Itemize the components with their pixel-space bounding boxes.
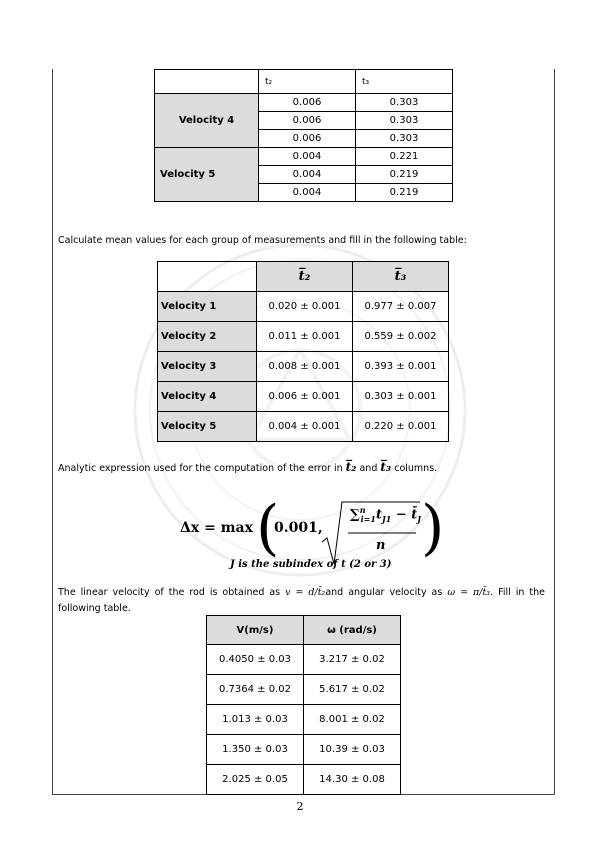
table1-cell: 0.004 — [259, 166, 356, 184]
table3-cell: 0.7364 ± 0.02 — [207, 675, 304, 705]
table2-row-label: Velocity 4 — [158, 382, 257, 412]
page-number: 2 — [296, 800, 304, 813]
table3-cell: 5.617 ± 0.02 — [304, 675, 401, 705]
instruction-mean: Calculate mean values for each group of measurements and fill in the following table: — [58, 235, 467, 246]
table1-group-label: Velocity 4 — [155, 94, 259, 148]
table3-header-omega: ω (rad/s) — [304, 616, 401, 645]
table2-cell: 0.020 ± 0.001 — [257, 292, 353, 322]
velocity-table — [206, 615, 401, 795]
table1-group-label: Velocity 5 — [155, 148, 259, 202]
raw-times-table — [154, 69, 453, 202]
symbol-t3-mean: t̅₃ — [380, 460, 392, 474]
table1-cell: 0.004 — [259, 184, 356, 202]
table1-cell: 0.303 — [356, 130, 453, 148]
table1-cell: 0.006 — [259, 130, 356, 148]
table2-cell: 0.006 ± 0.001 — [257, 382, 353, 412]
table3-cell: 2.025 ± 0.05 — [207, 765, 304, 795]
formula-denominator: n — [376, 538, 386, 553]
table2-cell: 0.220 ± 0.001 — [353, 412, 449, 442]
table1-cell: 0.303 — [356, 112, 453, 130]
table3-cell: 8.001 ± 0.02 — [304, 705, 401, 735]
table3-cell: 3.217 ± 0.02 — [304, 645, 401, 675]
table3-cell: 0.4050 ± 0.03 — [207, 645, 304, 675]
formula-numerator: $\sum^n_{i=1}t_{J1}$ − $t̄_J$ — [350, 505, 422, 524]
table1-corner — [155, 70, 259, 94]
table1-cell: 0.219 — [356, 166, 453, 184]
table2-row-label: Velocity 3 — [158, 352, 257, 382]
table2-cell: 0.393 ± 0.001 — [353, 352, 449, 382]
table2-row-label: Velocity 1 — [158, 292, 257, 322]
analytic-expression-text: Analytic expression used for the computation of the error in t̅₂ and t̅₃ columns. — [58, 460, 438, 474]
table1-cell: 0.221 — [356, 148, 453, 166]
table2-cell: 0.559 ± 0.002 — [353, 322, 449, 352]
table1-header-t2: t₂ — [259, 70, 356, 94]
table1-cell: 0.219 — [356, 184, 453, 202]
table1-cell: 0.303 — [356, 94, 453, 112]
table3-header-v: V(m/s) — [207, 616, 304, 645]
table2-cell: 0.303 ± 0.001 — [353, 382, 449, 412]
table2-header-t3: t̅₃ — [353, 262, 449, 292]
table1-cell: 0.006 — [259, 112, 356, 130]
table2-cell: 0.977 ± 0.007 — [353, 292, 449, 322]
mean-values-table — [157, 261, 449, 442]
table3-cell: 14.30 ± 0.08 — [304, 765, 401, 795]
table2-corner — [158, 262, 257, 292]
table2-row-label: Velocity 5 — [158, 412, 257, 442]
table3-cell: 1.350 ± 0.03 — [207, 735, 304, 765]
table2-cell: 0.011 ± 0.001 — [257, 322, 353, 352]
table3-cell: 10.39 ± 0.03 — [304, 735, 401, 765]
linear-velocity-text: The linear velocity of the rod is obtained as v = d/t̄₂and angular velocity as ω = π/t̄₃. Fill in the following table. — [58, 587, 546, 614]
table3-cell: 1.013 ± 0.03 — [207, 705, 304, 735]
table2-header-t2: t̅₂ — [257, 262, 353, 292]
table2-row-label: Velocity 2 — [158, 322, 257, 352]
table1-header-t3: t₃ — [356, 70, 453, 94]
formula-caption: J is the subindex of t (2 or 3) — [230, 559, 392, 570]
table2-cell: 0.004 ± 0.001 — [257, 412, 353, 442]
table1-cell: 0.006 — [259, 94, 356, 112]
table1-cell: 0.004 — [259, 148, 356, 166]
table2-cell: 0.008 ± 0.001 — [257, 352, 353, 382]
symbol-t2-mean: t̅₂ — [345, 460, 357, 474]
error-formula: Δx = max ( 0.001, $\sum^n_{i=1}t_{J1}$ − $t̄_J$ n ) — [180, 492, 440, 572]
